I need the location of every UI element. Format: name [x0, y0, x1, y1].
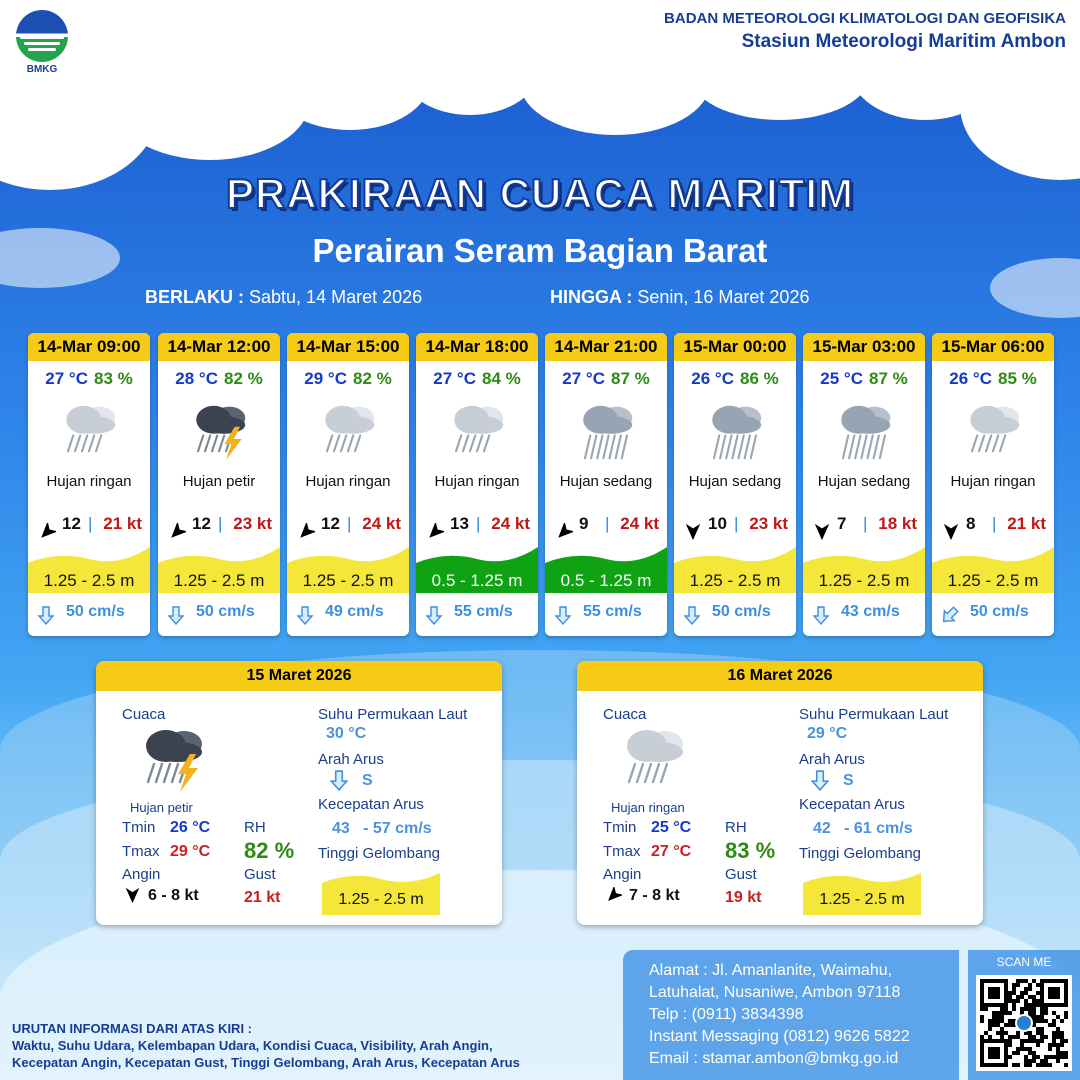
air-temperature: 26 °C — [691, 369, 734, 388]
wind-direction-icon — [684, 515, 702, 533]
wave-height-panel — [803, 545, 925, 593]
wind-speed-range: 7 - 8 kt — [629, 887, 680, 904]
separator: | — [863, 514, 868, 533]
tmin-value: 26 °C — [170, 819, 211, 836]
qr-block — [968, 950, 1080, 1080]
wave-height-panel — [545, 545, 667, 593]
daily-date: 15 Maret 2026 — [96, 661, 502, 691]
current-speed-value: 43 - 57 cm/s — [332, 820, 432, 837]
temp-rh-row — [803, 361, 925, 396]
sst-label: Suhu Permukaan Laut — [799, 706, 949, 723]
current-direction-value: S — [362, 772, 373, 789]
agency-block — [664, 10, 1066, 53]
sst-label: Suhu Permukaan Laut — [318, 706, 468, 723]
tmax-value: 29 °C — [170, 843, 211, 860]
wind-direction-icon — [168, 515, 186, 533]
current-speed: 55 cm/s — [583, 603, 642, 620]
weather-condition: Hujan ringan — [305, 473, 391, 490]
current-direction-icon — [328, 769, 350, 796]
gust-label: Gust — [725, 866, 757, 883]
gust-speed: 24 kt — [491, 514, 530, 533]
separator: | — [218, 514, 223, 533]
agency-name: BADAN METEOROLOGI KLIMATOLOGI DAN GEOFISIKA — [664, 10, 1066, 27]
sst-value: 30 °C — [326, 725, 367, 742]
humidity: 82 % — [352, 369, 392, 388]
forecast-time: 14-Mar 12:00 — [158, 333, 280, 361]
station-name: Stasiun Meteorologi Maritim Ambon — [741, 31, 1066, 52]
weather-condition: Hujan ringan — [950, 473, 1036, 490]
gust-value: 19 kt — [725, 889, 762, 906]
separator: | — [605, 514, 610, 533]
current-speed-label: Kecepatan Arus — [799, 796, 905, 813]
address-line: Latuhalat, Nusaniwe, Ambon 97118 — [649, 984, 901, 1001]
gust-value: 21 kt — [244, 889, 281, 906]
wind-row — [287, 503, 409, 545]
light-rain-icon — [416, 396, 538, 468]
wave-height-panel — [416, 545, 538, 593]
temp-rh-row — [674, 361, 796, 396]
current-direction-icon — [424, 602, 444, 622]
valid-to-date: Senin, 16 Maret 2026 — [637, 287, 810, 307]
daily-panel — [96, 661, 502, 925]
current-direction-label: Arah Arus — [799, 751, 865, 768]
light-rain-icon — [613, 723, 693, 802]
wave-height-label: Tinggi Gelombang — [318, 845, 441, 862]
air-temperature: 27 °C — [45, 369, 88, 388]
forecast-time: 15-Mar 06:00 — [932, 333, 1054, 361]
daily-date: 16 Maret 2026 — [577, 661, 983, 691]
current-speed-label: Kecepatan Arus — [318, 796, 424, 813]
weather-condition: Hujan sedang — [688, 473, 782, 490]
wave-height: 1.25 - 2.5 m — [818, 571, 910, 590]
humidity: 87 % — [868, 369, 908, 388]
qr-code-icon[interactable] — [976, 975, 1072, 1071]
tmin-value: 25 °C — [651, 819, 692, 836]
scan-me-label: SCAN ME — [996, 955, 1052, 969]
temp-rh-row — [545, 361, 667, 396]
tmax-label: Tmax — [122, 843, 160, 860]
weather-condition: Hujan petir — [130, 800, 193, 815]
wave-height: 1.25 - 2.5 m — [947, 571, 1039, 590]
humidity: 82 % — [223, 369, 263, 388]
temp-rh-row — [932, 361, 1054, 396]
valid-from-date: Sabtu, 14 Maret 2026 — [249, 287, 423, 307]
humidity: 85 % — [997, 369, 1037, 388]
cloud — [400, 20, 540, 115]
sst-value: 29 °C — [807, 725, 848, 742]
wave-height-value: 1.25 - 2.5 m — [819, 891, 905, 908]
current-direction-icon — [166, 602, 186, 622]
forecast-card — [158, 333, 280, 636]
email[interactable]: Email : stamar.ambon@bmkg.go.id — [649, 1050, 899, 1067]
legend-title: URUTAN INFORMASI DARI ATAS KIRI : — [12, 1021, 252, 1036]
current-row — [28, 593, 150, 630]
air-temperature: 28 °C — [175, 369, 218, 388]
light-rain-icon — [28, 396, 150, 468]
wave-height-panel — [158, 545, 280, 593]
rh-value: 82 % — [244, 838, 295, 863]
current-row — [158, 593, 280, 630]
current-row — [287, 593, 409, 630]
tmax-label: Tmax — [603, 843, 641, 860]
forecast-time: 14-Mar 21:00 — [545, 333, 667, 361]
wind-speed: 8 — [966, 514, 976, 533]
rh-value: 83 % — [725, 838, 776, 863]
phone[interactable]: Telp : (0911) 3834398 — [649, 1006, 804, 1023]
humidity: 86 % — [739, 369, 779, 388]
valid-to — [550, 287, 809, 308]
wave-height: 1.25 - 2.5 m — [173, 571, 265, 590]
weather-condition: Hujan ringan — [611, 800, 685, 815]
temp-rh-row — [287, 361, 409, 396]
forecast-time: 15-Mar 00:00 — [674, 333, 796, 361]
current-speed: 55 cm/s — [454, 603, 513, 620]
wind-direction-icon — [124, 887, 141, 909]
wind-direction-icon — [297, 515, 315, 533]
wind-speed: 12 — [321, 514, 340, 533]
current-direction-icon — [811, 602, 831, 622]
current-direction-value: S — [843, 772, 854, 789]
forecast-card — [932, 333, 1054, 636]
wind-direction-icon — [38, 515, 56, 533]
gust-speed: 23 kt — [749, 514, 788, 533]
humidity: 84 % — [481, 369, 521, 388]
wind-direction-icon — [942, 515, 960, 533]
current-row — [803, 593, 925, 630]
wind-row — [158, 503, 280, 545]
weather-label: Cuaca — [122, 706, 166, 723]
wave-height-value: 1.25 - 2.5 m — [338, 891, 424, 908]
gust-speed: 21 kt — [1007, 514, 1046, 533]
current-speed: 50 cm/s — [970, 603, 1029, 620]
valid-to-label: HINGGA : — [550, 287, 633, 307]
forecast-card — [287, 333, 409, 636]
weather-condition: Hujan ringan — [46, 473, 132, 490]
tmin-label: Tmin — [122, 819, 156, 836]
wind-direction-icon — [555, 515, 573, 533]
wave-height-panel — [322, 869, 440, 915]
wave-height-panel — [674, 545, 796, 593]
current-speed: 43 cm/s — [841, 603, 900, 620]
temp-rh-row — [28, 361, 150, 396]
thunderstorm-icon — [158, 396, 280, 468]
wind-direction-icon — [426, 515, 444, 533]
bmkg-logo-icon — [16, 10, 68, 62]
forecast-card — [28, 333, 150, 636]
air-temperature: 29 °C — [304, 369, 347, 388]
current-direction-icon — [295, 602, 315, 622]
valid-from — [145, 287, 422, 308]
legend-line: Waktu, Suhu Udara, Kelembapan Udara, Kondisi Cuaca, Visibility, Arah Angin, — [12, 1038, 493, 1053]
current-row — [416, 593, 538, 630]
wind-speed: 12 — [192, 514, 211, 533]
wave-height-panel — [932, 545, 1054, 593]
gust-speed: 21 kt — [103, 514, 142, 533]
tmax-value: 27 °C — [651, 843, 692, 860]
humidity: 87 % — [610, 369, 650, 388]
valid-from-label: BERLAKU : — [145, 287, 244, 307]
wave-height-panel — [287, 545, 409, 593]
forecast-time: 14-Mar 15:00 — [287, 333, 409, 361]
wave-height-panel — [803, 869, 921, 915]
gust-speed: 18 kt — [878, 514, 917, 533]
wind-row — [416, 503, 538, 545]
current-speed: 50 cm/s — [196, 603, 255, 620]
bmkg-logo — [14, 10, 70, 80]
current-row — [674, 593, 796, 630]
temp-rh-row — [158, 361, 280, 396]
wind-row — [803, 503, 925, 545]
wind-row — [28, 503, 150, 545]
wind-speed-range: 6 - 8 kt — [148, 887, 199, 904]
weather-condition: Hujan ringan — [434, 473, 520, 490]
wind-speed: 7 — [837, 514, 847, 533]
moderate-rain-icon — [803, 396, 925, 468]
wind-row — [932, 503, 1054, 545]
wind-row — [674, 503, 796, 545]
page-subtitle: Perairan Seram Bagian Barat — [312, 232, 768, 269]
humidity: 83 % — [93, 369, 133, 388]
current-speed-value: 42 - 61 cm/s — [813, 820, 913, 837]
forecast-time: 15-Mar 03:00 — [803, 333, 925, 361]
separator: | — [992, 514, 997, 533]
wave-height: 1.25 - 2.5 m — [43, 571, 135, 590]
light-rain-icon — [287, 396, 409, 468]
separator: | — [347, 514, 352, 533]
forecast-card — [803, 333, 925, 636]
air-temperature: 26 °C — [949, 369, 992, 388]
weather-label: Cuaca — [603, 706, 647, 723]
air-temperature: 27 °C — [562, 369, 605, 388]
wind-direction-icon — [605, 887, 622, 909]
wave-height-panel — [28, 545, 150, 593]
moderate-rain-icon — [674, 396, 796, 468]
wind-speed: 9 — [579, 514, 589, 533]
separator: | — [476, 514, 481, 533]
current-direction-icon — [36, 602, 56, 622]
wind-label: Angin — [122, 866, 161, 883]
legend-line: Kecepatan Angin, Kecepatan Gust, Tinggi Gelombang, Arah Arus, Kecepatan Arus — [12, 1055, 520, 1070]
instant-messaging[interactable]: Instant Messaging (0812) 9626 5822 — [649, 1028, 910, 1045]
forecast-time: 14-Mar 18:00 — [416, 333, 538, 361]
current-direction-label: Arah Arus — [318, 751, 384, 768]
tmin-label: Tmin — [603, 819, 637, 836]
wave-height: 0.5 - 1.25 m — [431, 571, 523, 590]
wind-speed: 13 — [450, 514, 469, 533]
address-line: Alamat : Jl. Amanlanite, Waimahu, — [649, 962, 893, 979]
separator: | — [734, 514, 739, 533]
wave-height: 0.5 - 1.25 m — [560, 571, 652, 590]
page-title: PRAKIRAAN CUACA MARITIM — [225, 170, 855, 217]
forecast-card — [674, 333, 796, 636]
air-temperature: 27 °C — [433, 369, 476, 388]
current-speed: 49 cm/s — [325, 603, 384, 620]
wind-direction-icon — [813, 515, 831, 533]
weather-condition: Hujan sedang — [559, 473, 653, 490]
wave-height-label: Tinggi Gelombang — [799, 845, 922, 862]
contact-info — [623, 950, 959, 1080]
wind-label: Angin — [603, 866, 642, 883]
rh-label: RH — [244, 819, 266, 836]
gust-speed: 23 kt — [233, 514, 272, 533]
current-direction-icon — [553, 602, 573, 622]
weather-condition: Hujan petir — [182, 473, 256, 490]
wind-speed: 12 — [62, 514, 81, 533]
current-row — [545, 593, 667, 630]
daily-panel — [577, 661, 983, 925]
forecast-time: 14-Mar 09:00 — [28, 333, 150, 361]
wave-height: 1.25 - 2.5 m — [302, 571, 394, 590]
air-temperature: 25 °C — [820, 369, 863, 388]
current-direction-icon — [809, 769, 831, 796]
light-rain-icon — [932, 396, 1054, 468]
wind-speed: 10 — [708, 514, 727, 533]
thunderstorm-icon — [132, 723, 212, 802]
current-direction-icon — [682, 602, 702, 622]
logo-label: BMKG — [26, 64, 58, 75]
current-row — [932, 593, 1054, 630]
temp-rh-row — [416, 361, 538, 396]
weather-condition: Hujan sedang — [817, 473, 911, 490]
wind-row — [545, 503, 667, 545]
moderate-rain-icon — [545, 396, 667, 468]
current-speed: 50 cm/s — [66, 603, 125, 620]
gust-label: Gust — [244, 866, 276, 883]
legend — [12, 1020, 520, 1071]
forecast-card — [416, 333, 538, 636]
current-speed: 50 cm/s — [712, 603, 771, 620]
gust-speed: 24 kt — [362, 514, 401, 533]
current-direction-icon — [940, 602, 960, 622]
separator: | — [88, 514, 93, 533]
gust-speed: 24 kt — [620, 514, 659, 533]
forecast-card — [545, 333, 667, 636]
rh-label: RH — [725, 819, 747, 836]
wave-height: 1.25 - 2.5 m — [689, 571, 781, 590]
